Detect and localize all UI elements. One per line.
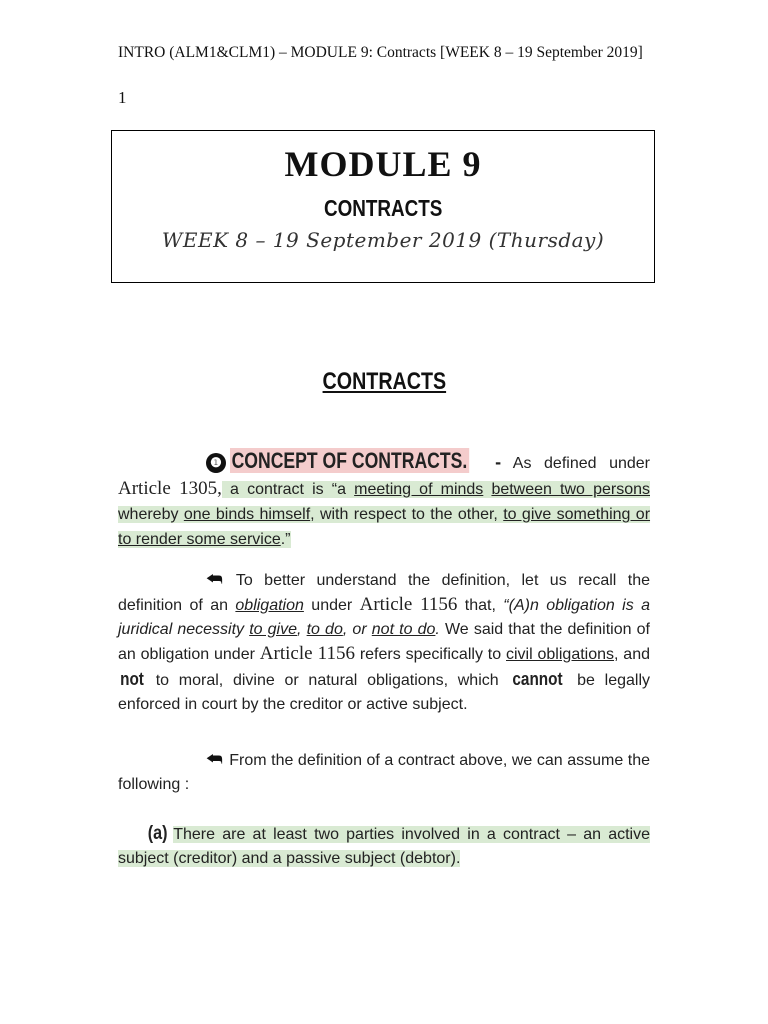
definition-highlight: a contract is “a meeting of minds between two persons whereby one binds himself, with respect to the other, to give something or to render some service.” [118,481,651,548]
module-title: MODULE 9 [284,144,482,184]
emphasis-not: not [120,669,144,689]
list-letter: (a) [147,823,168,844]
concept-intro: As defined under [501,455,650,472]
obligation-term: obligation [235,597,304,614]
section-heading [0,368,768,396]
emphasis-cannot: cannot [512,669,563,689]
item-a-text: There are at least two parties involved in a contract – an active subject (creditor) and a passive subject (debtor). [118,826,650,867]
concept-paragraph [118,448,650,552]
article-reference: Article 1305, [118,478,222,499]
concept-dash: - [495,452,502,472]
title-box [111,130,655,283]
concept-label: CONCEPT OF CONTRACTS. [231,448,468,473]
reply-arrow-icon: ⮪ [206,569,223,589]
reply-arrow-icon: ⮪ [206,749,223,769]
recall-paragraph: ⮪ To better understand the definition, let us recall the definition of an obligation under Article 1156 that, “(A)n obligation is a juridical necessity to give, to do, or not to do. We said that the definition of an obligation under Article 1156 refers specifically to civil obligations, and not to moral, divine or natural obligations, which cannot be legally enforced in court by the creditor or active subject. [118,569,651,713]
week-subtitle: WEEK 8 – 19 September 2019 (Thursday) [161,228,605,252]
page-number: 1 [118,88,127,107]
article-reference: Article 1156 [359,594,458,615]
subject-title: CONTRACTS [323,195,443,221]
civil-obligations-term: civil obligations [506,646,615,663]
running-header [118,42,648,64]
list-item-a [118,822,650,871]
running-title: INTRO (ALM1&CLM1) – MODULE 9: Contracts [WEEK 8 – 19 September 2019] [118,44,643,61]
numbered-bullet-icon: ❶ [206,453,226,473]
article-reference: Article 1156 [259,643,355,664]
assume-paragraph: ⮪ From the definition of a contract above, we can assume the following : [118,749,650,793]
section-heading-text: CONTRACTS [322,368,446,395]
